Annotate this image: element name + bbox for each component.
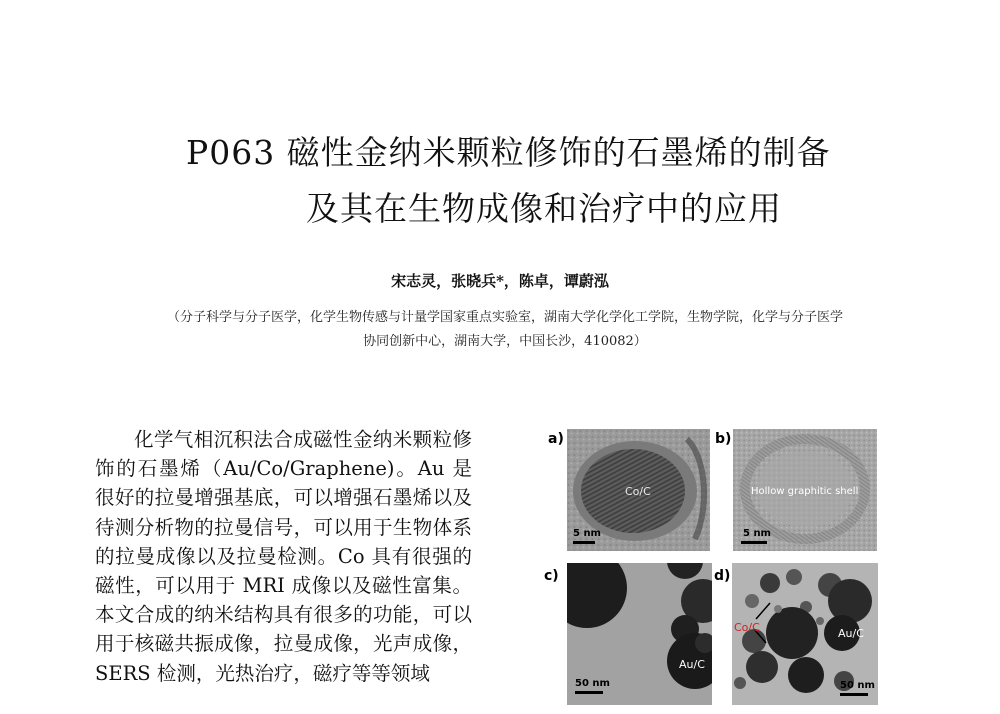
title-line-2: 及其在生物成像和治疗中的应用: [306, 189, 782, 228]
tem-image-b: [733, 429, 877, 551]
panel-a-scalebar: [573, 541, 595, 544]
tem-image-d: [732, 563, 878, 705]
title-line-1: P063 磁性金纳米颗粒修饰的石墨烯的制备: [186, 133, 831, 172]
panel-b-annotation: Hollow graphitic shell: [751, 486, 859, 497]
panel-a-annotation: Co/C: [625, 485, 651, 498]
panel-d-label: d): [714, 568, 731, 584]
tem-image-c: [567, 563, 712, 705]
panel-d-annotation-right: Au/C: [838, 627, 864, 640]
panel-d-scalebar: [840, 693, 868, 696]
panel-b-scale-label: 5 nm: [743, 528, 771, 539]
panel-c-label: c): [544, 568, 559, 584]
affiliation-line-2: 协同创新中心，湖南大学，中国长沙，410082）: [363, 334, 647, 349]
panel-a-label: a): [548, 431, 564, 447]
panel-b-scalebar: [741, 541, 767, 544]
panel-d-annotation-left: Co/C: [734, 621, 760, 634]
panel-c-annotation: Au/C: [679, 658, 705, 671]
affiliation-line-1: （分子科学与分子医学，化学生物传感与计量学国家重点实验室，湖南大学化学化工学院，生物学院，化学与分子医学: [166, 310, 843, 325]
authors: 宋志灵，张晓兵*，陈卓，谭蔚泓: [391, 272, 609, 290]
panel-a-scale-label: 5 nm: [573, 528, 601, 539]
tem-image-a: [567, 429, 710, 551]
panel-d-scale-label: 50 nm: [840, 680, 875, 691]
panel-c-scale-label: 50 nm: [575, 678, 610, 689]
panel-c-scalebar: [575, 691, 603, 694]
panel-b-label: b): [715, 431, 732, 447]
abstract-text: 化学气相沉积法合成磁性金纳米颗粒修饰的石墨烯（Au/Co/Graphene)。Au 是很好的拉曼增强基底，可以增强石墨烯以及待测分析物的拉曼信号，可以用于生物体系的拉曼成像以及拉曼检测。Co 具有很强的磁性，可以用于 MRI 成像以及磁性富集。本文合成的纳米结构具有很多的功能，可以用于核磁共振成像，拉曼成像，光声成像，SERS 检测，光热治疗，磁疗等等领域: [95, 428, 472, 685]
